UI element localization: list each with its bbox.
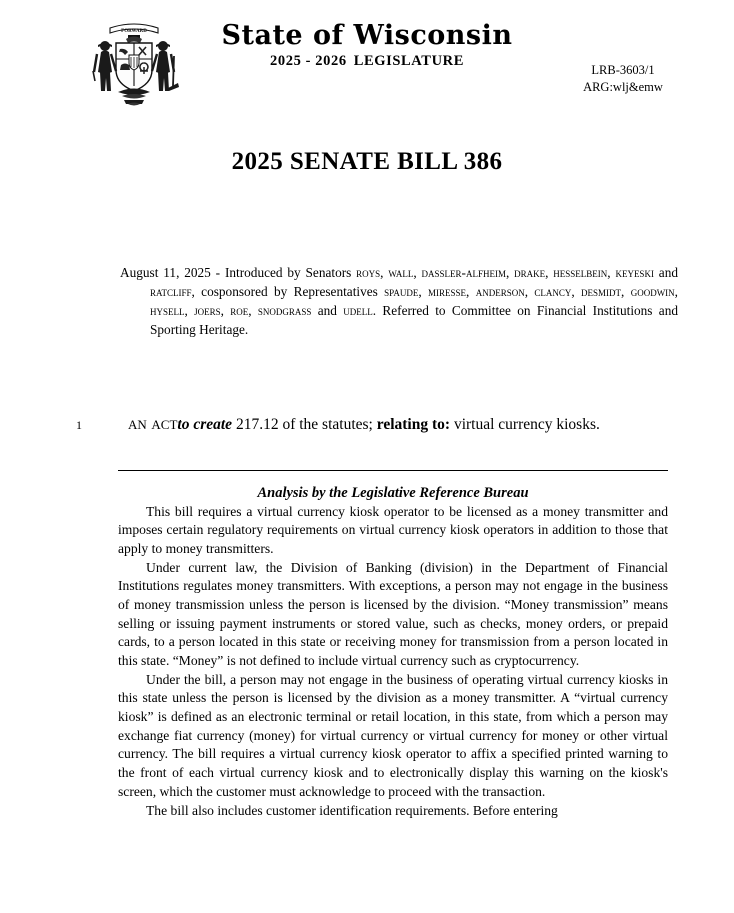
representatives-conjunction: and	[311, 302, 344, 318]
analysis-divider	[118, 470, 668, 471]
analysis-paragraph: Under current law, the Division of Banking (division) in the Department of Financial Institutions regulates money transmitters. With exceptions, a person may not engage in the business of money transmission unless the person is licensed by the division. “Money transmission” means selling or issuing payment instruments or stored value, such as checks, money orders, or prepaid cards, to a person located in this state or receiving money for transmission from a person located in this state. “Money” is not defined to include virtual currency such as cryptocurrency.	[118, 559, 668, 668]
senator-last: ratcliff	[150, 283, 192, 299]
document-masthead	[0, 0, 734, 112]
senator-list: roys, wall, dassler-alfheim, drake, hesselbein, keyeski	[356, 265, 654, 280]
act-statute-citation: 217.12 of the statutes;	[232, 415, 377, 433]
page-title: 2025 SENATE BILL 386	[231, 148, 503, 175]
svg-text:FORWARD: FORWARD	[121, 29, 147, 34]
representative-list: spaude, miresse, anderson, clancy, desmidt, goodwin, hysell, joers, roe, snodgrass	[150, 283, 679, 318]
lrb-number: LRB-3603/1	[591, 63, 655, 77]
act-relating-label: relating to:	[376, 415, 451, 433]
act-keyword: an act	[128, 413, 178, 434]
legislature-years: 2025 - 2026	[270, 53, 347, 70]
representative-last: udell	[343, 302, 373, 318]
act-clause-row	[0, 412, 734, 440]
date-separator: -	[210, 265, 225, 280]
analysis-heading: Analysis by the Legislative Reference Bureau	[257, 484, 529, 501]
analysis-paragraph: The bill also includes customer identification requirements. Before entering	[146, 802, 558, 818]
state-name: State of Wisconsin	[221, 20, 513, 51]
introduction-date: August 11, 2025	[120, 265, 211, 280]
act-subject: virtual currency kiosks.	[450, 415, 600, 433]
legislature-word: LEGISLATURE	[353, 53, 464, 70]
cosponsor-label: , cosponsored by Representatives	[191, 283, 385, 299]
analysis-section	[118, 470, 668, 821]
analysis-paragraph: Under the bill, a person may not engage in the business of operating virtual currency kiosks in this state unless the person is licensed by the division as a money transmitter. A “virtual currency kiosk” is defined as an electronic terminal or retail location, in this state, from which a person may exchange fiat currency (money) for virtual currency or virtual currency for money or other virtual currency. The bill requires a virtual currency kiosk operator to affix a specified printed warning to the front of each virtual currency kiosk and to electronically display this warning on the kiosk's screen, which the customer must acknowledge to proceed with the transaction.	[118, 671, 668, 799]
analysis-paragraph: This bill requires a virtual currency kiosk operator to be licensed as a money transmitter and imposes certain regulatory requirements on virtual currency kiosk operators in addition to those that apply to money transmitters.	[118, 503, 668, 556]
lrb-reference-block	[548, 62, 698, 97]
committee-referral: . Referred to Committee on Financial Institutions and Sporting Heritage.	[150, 302, 678, 337]
drafter-code: ARG:wlj&emw	[583, 80, 663, 95]
sponsors-paragraph	[120, 264, 678, 340]
senators-conjunction: and	[653, 265, 678, 280]
act-action: to create	[177, 415, 233, 433]
introduced-by-label: Introduced by Senators	[224, 265, 357, 280]
act-clause	[128, 412, 694, 436]
line-number: 1	[76, 417, 82, 432]
